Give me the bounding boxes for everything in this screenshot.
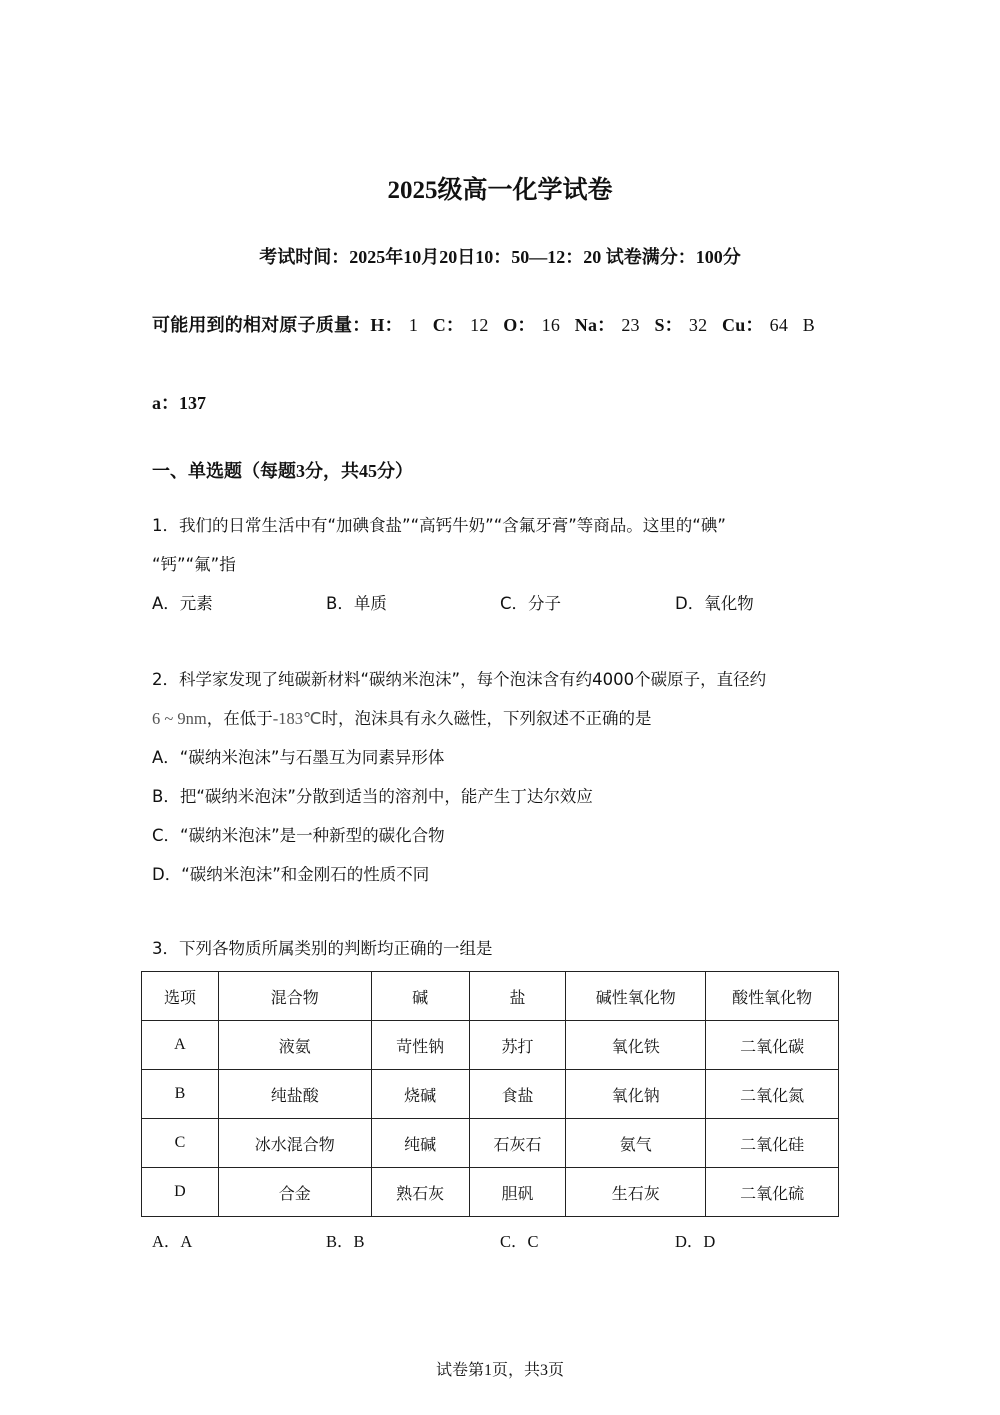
table-header: 混合物 [218,972,371,1021]
page-title: 2025级高一化学试卷 [387,177,613,204]
q1-stem-line1: 1．我们的日常生活中有“加碘食盐”“高钙牛奶”“含氟牙膏”等商品。这里的“碘” [152,516,726,535]
q1-option-c: C．分子 [500,594,562,613]
atomic-mass-h-el: H： [370,315,403,335]
q2-option-a: A．“碳纳米泡沫”与石墨互为同素异形体 [152,748,445,767]
table-cell: 烧碱 [371,1070,469,1119]
atomic-mass-c: 12 [470,315,489,335]
atomic-mass-h: 1 [408,315,419,335]
exam-info: 考试时间：2025年10月20日10：50—12：20 试卷满分：100分 [259,247,741,267]
atomic-masses-label: 可能用到的相对原子质量： [152,315,371,335]
table-header: 碱 [371,972,469,1021]
table-cell: 二氧化硅 [706,1119,839,1168]
table-cell: 合金 [218,1168,371,1217]
atomic-mass-o-el: O： [503,315,536,335]
table-cell: 食盐 [469,1070,566,1119]
table-header: 盐 [469,972,566,1021]
q2-stem-line1: 2．科学家发现了纯碳新材料“碳纳米泡沫”，每个泡沫含有约4000个碳原子，直径约 [152,670,767,689]
table-cell: 苏打 [469,1021,566,1070]
table-header: 碱性氧化物 [566,972,706,1021]
q2-option-d: D．“碳纳米泡沫”和金刚石的性质不同 [152,865,430,884]
table-cell: B [142,1070,219,1119]
atomic-mass-cu: 64 [769,315,789,335]
table-cell: 氨气 [566,1119,706,1168]
q2-stem-part-end: 时，泡沫具有永久磁性，下列叙述不正确的是 [321,709,652,728]
table-row [142,1070,839,1119]
atomic-masses [152,311,815,337]
table-cell: 氧化钠 [566,1070,706,1119]
atomic-mass-o: 16 [541,315,561,335]
q3-option-b: B．B [326,1232,365,1251]
q3-option-c: C．C [500,1232,539,1251]
q3-option-a: A．A [152,1232,193,1251]
atomic-mass-s: 32 [688,315,708,335]
table-cell: 胆矾 [469,1168,566,1217]
atomic-mass-na-el: Na： [574,315,616,335]
q2-size-range: 6 ~ 9nm [152,709,207,728]
table-cell: 纯碱 [371,1119,469,1168]
table-header: 酸性氧化物 [706,972,839,1021]
table-cell: 二氧化碳 [706,1021,839,1070]
q1-option-a: A．元素 [152,594,213,613]
q3-option-d: D．D [675,1232,716,1251]
table-cell: 二氧化硫 [706,1168,839,1217]
q2-temperature: -183℃ [272,709,322,728]
table-header: 选项 [142,972,219,1021]
atomic-mass-c-el: C： [432,315,465,335]
atomic-mass-ba-part2: a：137 [152,393,206,413]
table-cell: A [142,1021,219,1070]
atomic-mass-s-el: S： [654,315,683,335]
table-cell: C [142,1119,219,1168]
table-row [142,1119,839,1168]
q2-stem-part: ，在低于 [206,709,273,728]
table-row [142,1168,839,1217]
q3-stem: 3．下列各物质所属类别的判断均正确的一组是 [152,939,493,958]
table-cell: D [142,1168,219,1217]
atomic-mass-cu-el: Cu： [722,315,764,335]
atomic-mass-ba-part1: B [802,315,815,335]
page-footer: 试卷第1页，共3页 [435,1362,564,1379]
table-cell: 冰水混合物 [218,1119,371,1168]
section-heading: 一、单选题（每题3分，共45分） [152,461,413,481]
table-cell: 二氧化氮 [706,1070,839,1119]
table-cell: 氧化铁 [566,1021,706,1070]
table-header-row [142,972,839,1021]
table-cell: 石灰石 [469,1119,566,1168]
table-cell: 液氨 [218,1021,371,1070]
table-cell: 熟石灰 [371,1168,469,1217]
q1-option-d: D．氧化物 [675,594,754,613]
table-row [142,1021,839,1070]
q2-stem-line2 [152,705,652,729]
atomic-mass-na: 23 [621,315,640,335]
table-cell: 纯盐酸 [218,1070,371,1119]
q2-option-c: C．“碳纳米泡沫”是一种新型的碳化合物 [152,826,445,845]
q2-option-b: B．把“碳纳米泡沫”分散到适当的溶剂中，能产生丁达尔效应 [152,787,593,806]
classification-table [141,971,839,1217]
q1-option-b: B．单质 [326,594,387,613]
table-cell: 苛性钠 [371,1021,469,1070]
q1-stem-line2: “钙”“氟”指 [152,555,236,574]
table-cell: 生石灰 [566,1168,706,1217]
